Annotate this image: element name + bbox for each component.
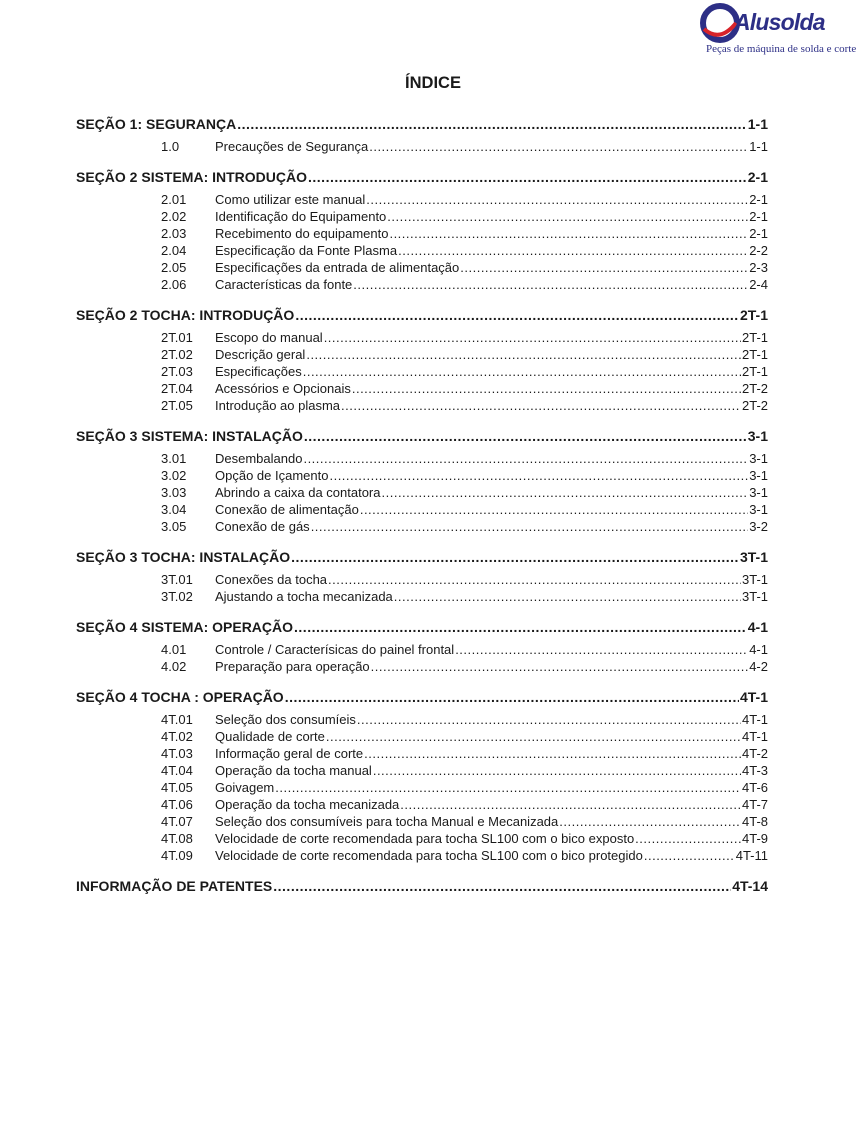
- entry-page: 1-1: [749, 139, 768, 154]
- toc-entry[interactable]: [76, 276, 768, 293]
- brand-logo: [700, 3, 857, 61]
- dot-leader: [382, 484, 749, 501]
- brand-tagline: Peças de máquina de solda e corte: [706, 43, 857, 55]
- toc-entry[interactable]: [76, 138, 768, 155]
- toc-entry[interactable]: [76, 208, 768, 225]
- entry-page: 4-1: [749, 642, 768, 657]
- section-page: 2-1: [747, 169, 768, 185]
- entry-page: 2-3: [749, 260, 768, 275]
- entry-page: 2T-1: [741, 364, 768, 379]
- dot-leader: [329, 467, 748, 484]
- entry-number: 4T.02: [161, 729, 193, 744]
- toc-section: [76, 112, 768, 155]
- toc-entry[interactable]: [76, 711, 768, 728]
- entry-number: 4T.06: [161, 797, 193, 812]
- toc-section: [76, 615, 768, 675]
- entry-number: 2T.02: [161, 347, 193, 362]
- dot-leader: [353, 276, 748, 293]
- entry-number: 2.04: [161, 243, 187, 258]
- entry-page: 3-2: [749, 519, 768, 534]
- entry-page: 2-1: [749, 209, 768, 224]
- dot-leader: [324, 329, 741, 346]
- entry-page: 2-4: [749, 277, 768, 292]
- entry-page: 2-2: [749, 243, 768, 258]
- entry-label: Operação da tocha manual: [215, 763, 372, 778]
- entry-page: 3-1: [749, 451, 768, 466]
- entry-label: Qualidade de corte: [215, 729, 325, 744]
- dot-leader: [304, 424, 747, 448]
- dot-leader: [369, 138, 748, 155]
- patents-heading[interactable]: [76, 874, 768, 898]
- entry-page: 4T-6: [741, 780, 768, 795]
- dot-leader: [366, 191, 748, 208]
- dot-leader: [285, 685, 739, 709]
- entry-number: 4T.08: [161, 831, 193, 846]
- toc-entry[interactable]: [76, 346, 768, 363]
- section-page: 3-1: [747, 428, 768, 444]
- entry-label: Identificação do Equipamento: [215, 209, 387, 224]
- entry-page: 2-1: [749, 226, 768, 241]
- section-heading[interactable]: [76, 165, 768, 189]
- dot-leader: [387, 208, 748, 225]
- dot-leader: [341, 397, 741, 414]
- toc-entry[interactable]: [76, 329, 768, 346]
- section-heading[interactable]: [76, 424, 768, 448]
- entry-label: Goivagem: [215, 780, 275, 795]
- dot-leader: [389, 225, 748, 242]
- dot-leader: [398, 242, 748, 259]
- entry-label: Velocidade de corte recomendada para tocha SL100 com o bico protegido: [215, 848, 643, 863]
- entry-label: Especificação da Fonte Plasma: [215, 243, 398, 258]
- section-title: SEÇÃO 4 SISTEMA: OPERAÇÃO: [76, 619, 294, 635]
- toc-section: [76, 424, 768, 535]
- entry-label: Características da fonte: [215, 277, 353, 292]
- toc-entry[interactable]: [76, 588, 768, 605]
- entry-number: 2T.05: [161, 398, 193, 413]
- entry-label: Abrindo a caixa da contatora: [215, 485, 381, 500]
- toc-entry[interactable]: [76, 641, 768, 658]
- section-heading[interactable]: [76, 545, 768, 569]
- toc-section: [76, 165, 768, 293]
- section-title: SEÇÃO 3 SISTEMA: INSTALAÇÃO: [76, 428, 303, 444]
- toc-section: [76, 545, 768, 605]
- entry-number: 2T.04: [161, 381, 193, 396]
- entry-label: Conexão de gás: [215, 519, 310, 534]
- entry-number: 4.02: [161, 659, 187, 674]
- dot-leader: [294, 615, 747, 639]
- brand-name: Alusolda: [734, 9, 825, 35]
- dot-leader: [326, 728, 741, 745]
- toc-entry[interactable]: [76, 796, 768, 813]
- entry-number: 2.05: [161, 260, 187, 275]
- section-heading[interactable]: [76, 303, 768, 327]
- entry-number: 3T.01: [161, 572, 193, 587]
- section-page: 4T-1: [739, 689, 768, 705]
- toc-entry[interactable]: [76, 467, 768, 484]
- entry-number: 2T.01: [161, 330, 193, 345]
- entry-number: 3T.02: [161, 589, 193, 604]
- entry-page: 2T-2: [741, 381, 768, 396]
- toc-entry[interactable]: [76, 242, 768, 259]
- entry-page: 3-1: [749, 485, 768, 500]
- entry-page: 4T-11: [735, 848, 768, 863]
- dot-leader: [644, 847, 735, 864]
- toc-entry[interactable]: [76, 380, 768, 397]
- entry-number: 4T.03: [161, 746, 193, 761]
- dot-leader: [357, 711, 741, 728]
- dot-leader: [306, 346, 741, 363]
- dot-leader: [311, 518, 749, 535]
- dot-leader: [455, 641, 748, 658]
- patents-page: 4T-14: [732, 878, 768, 894]
- entry-number: 1.0: [161, 139, 180, 154]
- dot-leader: [295, 303, 739, 327]
- entry-number: 4T.05: [161, 780, 193, 795]
- entry-label: Velocidade de corte recomendada para tocha SL100 com o bico exposto: [215, 831, 635, 846]
- entry-number: 2T.03: [161, 364, 193, 379]
- section-page: 1-1: [747, 116, 768, 132]
- entry-label: Operação da tocha mecanizada: [215, 797, 400, 812]
- dot-leader: [373, 762, 741, 779]
- toc-entry[interactable]: [76, 571, 768, 588]
- entry-label: Ajustando a tocha mecanizada: [215, 589, 393, 604]
- entry-number: 3.01: [161, 451, 187, 466]
- toc-entry[interactable]: [76, 779, 768, 796]
- entry-number: 3.02: [161, 468, 187, 483]
- entry-number: 4T.04: [161, 763, 193, 778]
- toc-entry[interactable]: [76, 847, 768, 864]
- dot-leader: [291, 545, 739, 569]
- entry-number: 2.01: [161, 192, 187, 207]
- entry-number: 2.03: [161, 226, 187, 241]
- section-page: 3T-1: [739, 549, 768, 565]
- entry-label: Recebimento do equipamento: [215, 226, 389, 241]
- entry-label: Informação geral de corte: [215, 746, 364, 761]
- section-title: SEÇÃO 3 TOCHA: INSTALAÇÃO: [76, 549, 291, 565]
- entry-number: 4.01: [161, 642, 187, 657]
- entry-label: Conexão de alimentação: [215, 502, 359, 517]
- page-title: ÍNDICE: [405, 74, 461, 92]
- dot-leader: [400, 796, 741, 813]
- dot-leader: [308, 165, 747, 189]
- entry-label: Especificações: [215, 364, 302, 379]
- dot-leader: [273, 874, 731, 898]
- entry-number: 2.02: [161, 209, 187, 224]
- toc-section: [76, 303, 768, 414]
- entry-label: Como utilizar este manual: [215, 192, 366, 207]
- entry-label: Opção de Içamento: [215, 468, 329, 483]
- toc-entry[interactable]: [76, 225, 768, 242]
- entry-number: 2.06: [161, 277, 187, 292]
- toc-entry[interactable]: [76, 484, 768, 501]
- dot-leader: [237, 112, 747, 136]
- entry-page: 2-1: [749, 192, 768, 207]
- entry-page: 4T-9: [741, 831, 768, 846]
- entry-number: 3.05: [161, 519, 187, 534]
- entry-label: Controle / Caracterísicas do painel frontal: [215, 642, 455, 657]
- entry-page: 2T-1: [741, 347, 768, 362]
- section-title: SEÇÃO 4 TOCHA : OPERAÇÃO: [76, 689, 284, 705]
- entry-page: 3-1: [749, 468, 768, 483]
- entry-label: Acessórios e Opcionais: [215, 381, 351, 396]
- dot-leader: [371, 658, 749, 675]
- toc-entry[interactable]: [76, 658, 768, 675]
- entry-page: 3-1: [749, 502, 768, 517]
- section-title: SEÇÃO 2 SISTEMA: INTRODUÇÃO: [76, 169, 308, 185]
- entry-page: 4T-3: [741, 763, 768, 778]
- entry-page: 4T-2: [741, 746, 768, 761]
- entry-number: 3.04: [161, 502, 187, 517]
- entry-page: 4T-1: [741, 712, 768, 727]
- dot-leader: [460, 259, 748, 276]
- toc-entry[interactable]: [76, 501, 768, 518]
- entry-page: 4T-8: [741, 814, 768, 829]
- toc-entry[interactable]: [76, 191, 768, 208]
- entry-number: 4T.07: [161, 814, 193, 829]
- toc-entry[interactable]: [76, 397, 768, 414]
- entry-label: Seleção dos consumíeis: [215, 712, 356, 727]
- dot-leader: [394, 588, 741, 605]
- entry-label: Introdução ao plasma: [215, 398, 341, 413]
- table-of-contents: [76, 112, 768, 900]
- entry-page: 3T-1: [741, 589, 768, 604]
- section-title: SEÇÃO 1: SEGURANÇA: [76, 116, 237, 132]
- dot-leader: [364, 745, 741, 762]
- toc-entry[interactable]: [76, 363, 768, 380]
- toc-entry[interactable]: [76, 259, 768, 276]
- toc-entry[interactable]: [76, 745, 768, 762]
- entry-label: Conexões da tocha: [215, 572, 328, 587]
- entry-label: Preparação para operação: [215, 659, 370, 674]
- toc-entry[interactable]: [76, 830, 768, 847]
- entry-label: Precauções de Segurança: [215, 139, 369, 154]
- section-heading[interactable]: [76, 615, 768, 639]
- patents-title: INFORMAÇÃO DE PATENTES: [76, 878, 273, 894]
- dot-leader: [303, 363, 741, 380]
- entry-number: 3.03: [161, 485, 187, 500]
- dot-leader: [275, 779, 741, 796]
- dot-leader: [352, 380, 741, 397]
- toc-entry[interactable]: [76, 450, 768, 467]
- section-page: 2T-1: [739, 307, 768, 323]
- entry-page: 3T-1: [741, 572, 768, 587]
- entry-number: 4T.09: [161, 848, 193, 863]
- dot-leader: [328, 571, 741, 588]
- toc-section: [76, 685, 768, 864]
- dot-leader: [559, 813, 741, 830]
- entry-page: 4-2: [749, 659, 768, 674]
- section-page: 4-1: [747, 619, 768, 635]
- dot-leader: [303, 450, 748, 467]
- section-heading[interactable]: [76, 112, 768, 136]
- entry-page: 4T-7: [741, 797, 768, 812]
- entry-label: Escopo do manual: [215, 330, 323, 345]
- section-heading[interactable]: [76, 685, 768, 709]
- toc-entry[interactable]: [76, 728, 768, 745]
- entry-number: 4T.01: [161, 712, 193, 727]
- toc-entry[interactable]: [76, 762, 768, 779]
- dot-leader: [635, 830, 741, 847]
- dot-leader: [360, 501, 748, 518]
- entry-page: 4T-1: [741, 729, 768, 744]
- entry-page: 2T-2: [741, 398, 768, 413]
- entry-page: 2T-1: [741, 330, 768, 345]
- toc-entry[interactable]: [76, 518, 768, 535]
- entry-label: Desembalando: [215, 451, 303, 466]
- entry-label: Especificações da entrada de alimentação: [215, 260, 460, 275]
- entry-label: Seleção dos consumíveis para tocha Manual e Mecanizada: [215, 814, 559, 829]
- entry-label: Descrição geral: [215, 347, 306, 362]
- toc-entry[interactable]: [76, 813, 768, 830]
- section-title: SEÇÃO 2 TOCHA: INTRODUÇÃO: [76, 307, 295, 323]
